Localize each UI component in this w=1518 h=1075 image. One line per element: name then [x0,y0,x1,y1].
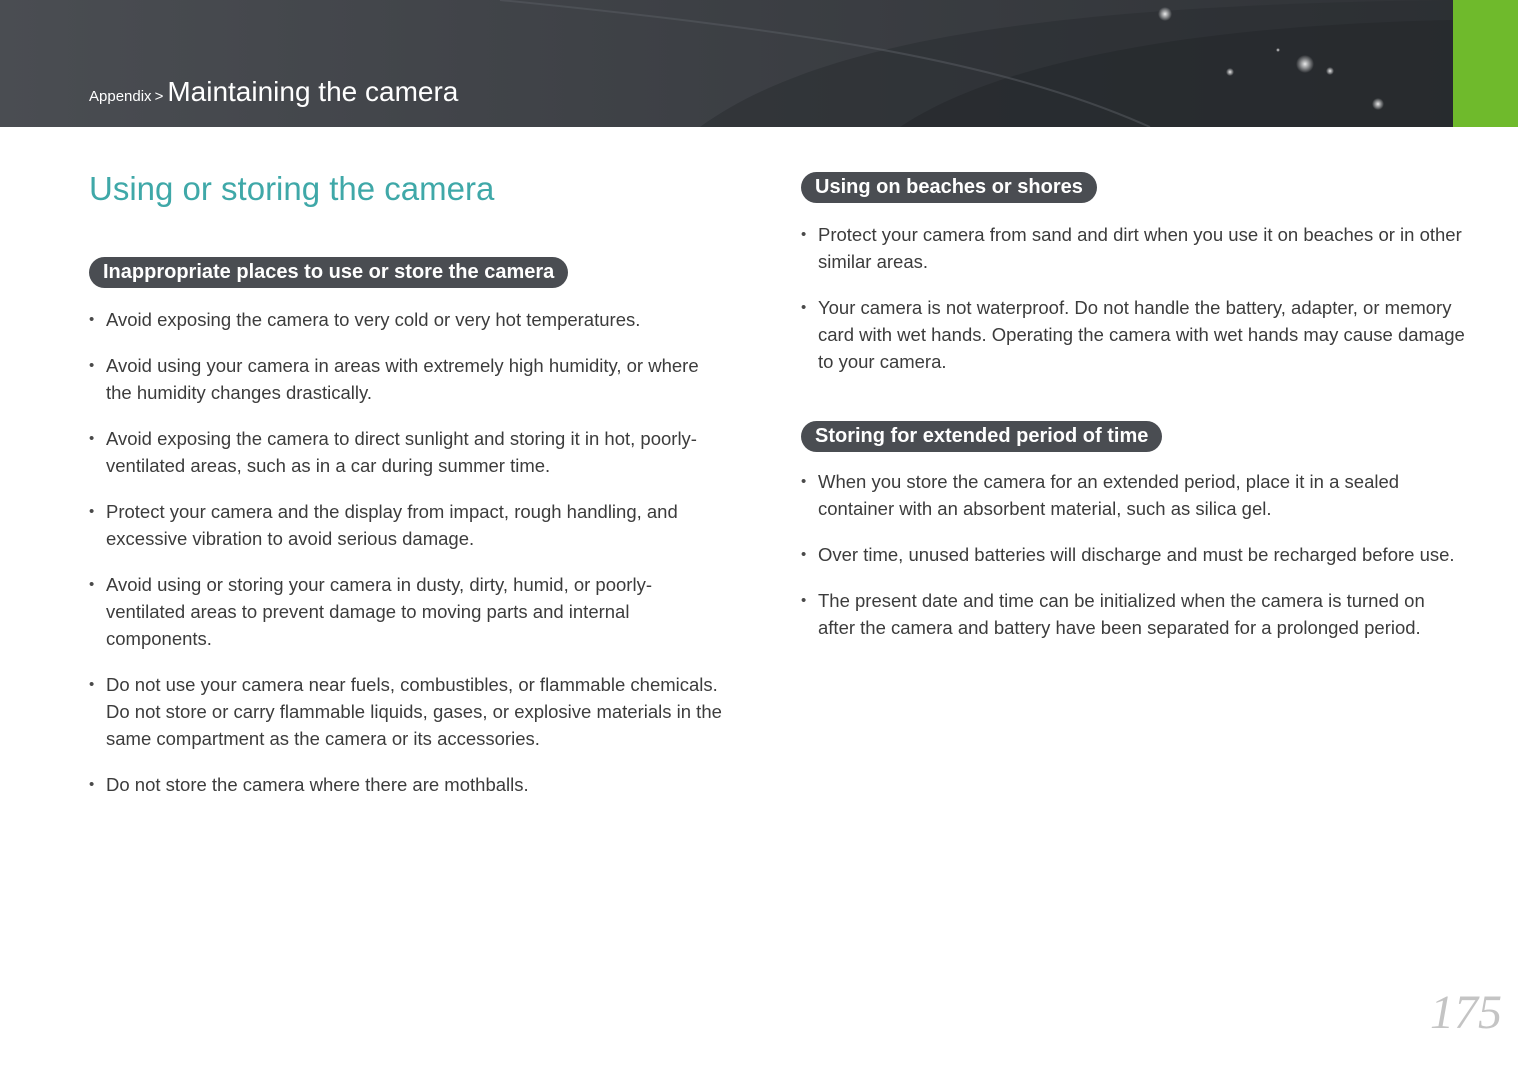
list-item: • Avoid exposing the camera to direct sunlight and storing it in hot, poorly-ventilated areas, such as in a car during summer time. [89,425,729,479]
list-item: • Avoid exposing the camera to very cold or very hot temperatures. [89,306,729,333]
list-item: • When you store the camera for an extended period, place it in a sealed container with an absorbent material, such as silica gel. [801,468,1466,522]
breadcrumb-current: Maintaining the camera [167,76,459,107]
page-header [0,0,1518,127]
list-item: • Protect your camera from sand and dirt when you use it on beaches or in other similar areas. [801,221,1466,275]
breadcrumb-separator: > [154,88,164,105]
section-heading-storing: Storing for extended period of time [801,421,1162,452]
section-heading-beaches: Using on beaches or shores [801,172,1097,203]
list-item: • Avoid using your camera in areas with extremely high humidity, or where the humidity changes drastically. [89,352,729,406]
list-item: • Do not use your camera near fuels, combustibles, or flammable chemicals. Do not store or carry flammable liquids, gases, or explosive materials in the same compartment as the camera or its accessories. [89,671,729,752]
storing-list [801,468,1466,660]
inappropriate-places-list [89,306,729,817]
section-heading-inappropriate-places: Inappropriate places to use or store the camera [89,257,568,288]
list-item: • Avoid using or storing your camera in dusty, dirty, humid, or poorly-ventilated areas to prevent damage to moving parts and internal components. [89,571,729,652]
page-title: Using or storing the camera [89,170,495,207]
breadcrumb-parent[interactable]: Appendix [89,88,152,105]
breadcrumb [89,76,458,108]
page-number: 175 [1430,986,1502,1039]
beaches-list [801,221,1466,394]
list-item: • Do not store the camera where there are mothballs. [89,771,729,798]
list-item: • Your camera is not waterproof. Do not handle the battery, adapter, or memory card with wet hands. Operating the camera with wet hands may cause damage to your camera. [801,294,1466,375]
list-item: • Over time, unused batteries will discharge and must be recharged before use. [801,541,1466,568]
list-item: • Protect your camera and the display from impact, rough handling, and excessive vibration to avoid serious damage. [89,498,729,552]
list-item: • The present date and time can be initialized when the camera is turned on after the camera and battery have been separated for a prolonged period. [801,587,1466,641]
section-tab [1453,0,1518,127]
